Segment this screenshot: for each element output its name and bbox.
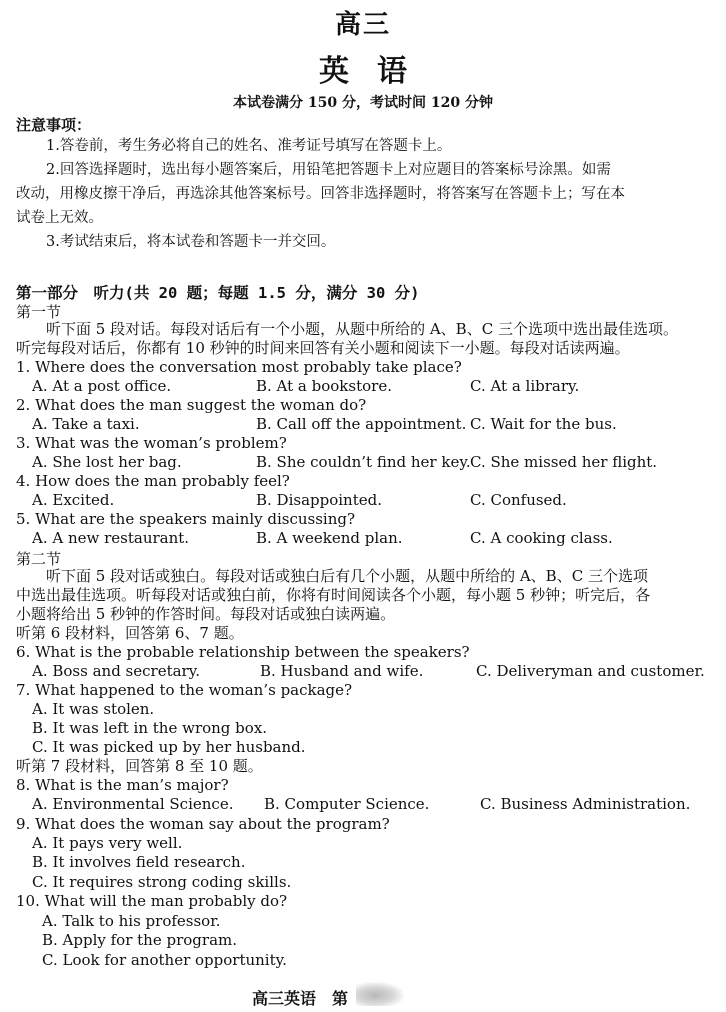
- option-b: B. Call off the appointment.: [256, 415, 467, 433]
- section2-instructions: 听下面 5 段对话或独白。每段对话或独白后有几个小题，从题中所给的 A、B、C 三个选项: [46, 567, 648, 585]
- option-c: C. Wait for the bus.: [470, 415, 617, 433]
- material-6-instruction: 听第 6 段材料，回答第 6、7 题。: [16, 624, 244, 642]
- part1-title: 第一部分 听力(共 20 题；每题 1.5 分，满分 30 分): [16, 284, 420, 302]
- option-a: A. It was stolen.: [32, 700, 155, 718]
- option-c: C. Confused.: [470, 491, 567, 509]
- section2-instructions: 中选出最佳选项。听每段对话或独白前，你将有时间阅读各个小题，每小题 5 秒钟；听完后，各: [16, 586, 651, 604]
- notes-heading: 注意事项：: [16, 116, 92, 134]
- exam-subject: 英语: [319, 54, 435, 89]
- question-text: 9. What does the woman say about the program?: [16, 815, 390, 833]
- exam-info: 本试卷满分 150 分，考试时间 120 分钟: [233, 95, 493, 111]
- option-c: C. Deliveryman and customer.: [476, 662, 705, 680]
- option-a: A. At a post office.: [32, 377, 172, 395]
- question-text: 5. What are the speakers mainly discussing?: [16, 510, 356, 528]
- question-text: 3. What was the woman’s problem?: [16, 434, 287, 452]
- option-c: C. Look for another opportunity.: [42, 951, 287, 969]
- option-b: B. A weekend plan.: [256, 529, 403, 547]
- section1-instructions: 听完每段对话后，你都有 10 秒钟的时间来回答有关小题和阅读下一小题。每段对话读两遍。: [16, 339, 630, 357]
- option-c: C. Business Administration.: [480, 795, 691, 813]
- option-c: C. It requires strong coding skills.: [32, 873, 292, 891]
- notes-line: 2.回答选择题时，选出每小题答案后，用铅笔把答题卡上对应题目的答案标号涂黑。如需: [46, 162, 611, 178]
- option-b: B. At a bookstore.: [256, 377, 392, 395]
- section1-instructions: 听下面 5 段对话。每段对话后有一个小题，从题中所给的 A、B、C 三个选项中选出最佳选项。: [46, 320, 678, 338]
- question-text: 6. What is the probable relationship between the speakers?: [16, 643, 470, 661]
- option-c: C. It was picked up by her husband.: [32, 738, 306, 756]
- option-a: A. Excited.: [32, 491, 115, 509]
- option-a: A. She lost her bag.: [32, 453, 182, 471]
- option-a: A. A new restaurant.: [32, 529, 190, 547]
- option-b: B. Disappointed.: [256, 491, 382, 509]
- option-c: C. At a library.: [470, 377, 580, 395]
- question-text: 7. What happened to the woman’s package?: [16, 681, 353, 699]
- question-text: 10. What will the man probably do?: [16, 892, 288, 910]
- material-7-instruction: 听第 7 段材料，回答第 8 至 10 题。: [16, 757, 263, 775]
- question-text: 8. What is the man’s major?: [16, 776, 229, 794]
- section1-label: 第一节: [16, 303, 62, 321]
- option-a: A. Boss and secretary.: [32, 662, 200, 680]
- option-c: C. A cooking class.: [470, 529, 613, 547]
- notes-line: 1.答卷前，考生务必将自己的姓名、准考证号填写在答题卡上。: [46, 138, 452, 154]
- section2-label: 第二节: [16, 550, 62, 568]
- question-text: 2. What does the man suggest the woman do?: [16, 396, 367, 414]
- option-c: C. She missed her flight.: [470, 453, 658, 471]
- option-a: A. Talk to his professor.: [42, 912, 221, 930]
- option-a: A. Environmental Science.: [32, 795, 234, 813]
- exam-grade: 高三: [334, 10, 391, 40]
- question-text: 1. Where does the conversation most probably take place?: [16, 358, 462, 376]
- option-b: B. It was left in the wrong box.: [32, 719, 268, 737]
- notes-line: 3.考试结束后，将本试卷和答题卡一并交回。: [46, 234, 336, 250]
- page-footer: 高三英语 第: [252, 989, 349, 1008]
- option-b: B. Apply for the program.: [42, 931, 237, 949]
- option-b: B. She couldn’t find her key.: [256, 453, 471, 471]
- option-b: B. Husband and wife.: [260, 662, 424, 680]
- page-smudge: [356, 982, 404, 1006]
- section2-instructions: 小题将给出 5 秒钟的作答时间。每段对话或独白读两遍。: [16, 605, 396, 623]
- notes-line: 试卷上无效。: [16, 210, 103, 226]
- option-a: A. It pays very well.: [32, 834, 183, 852]
- option-b: B. Computer Science.: [264, 795, 430, 813]
- question-text: 4. How does the man probably feel?: [16, 472, 290, 490]
- notes-line: 改动，用橡皮擦干净后，再选涂其他答案标号。回答非选择题时，将答案写在答题卡上；写在本: [16, 186, 625, 202]
- option-b: B. It involves field research.: [32, 853, 246, 871]
- option-a: A. Take a taxi.: [32, 415, 140, 433]
